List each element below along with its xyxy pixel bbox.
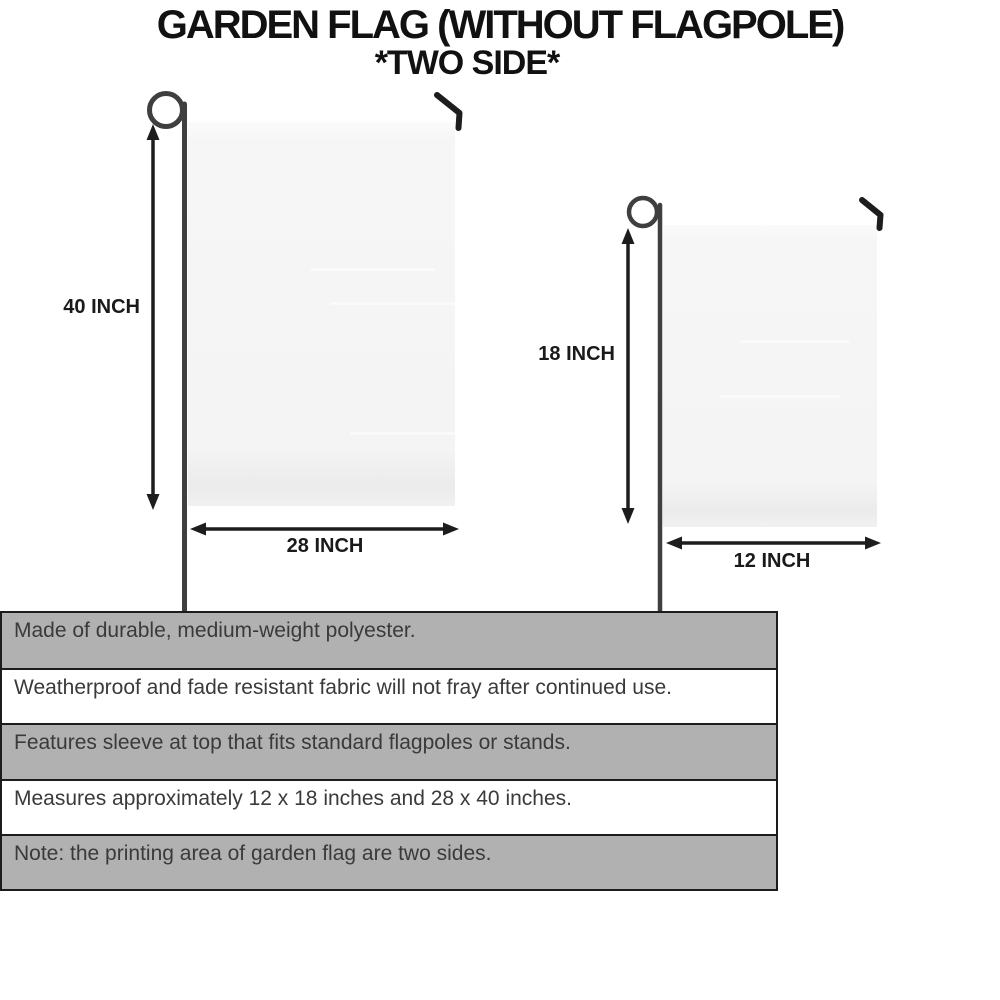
large-flag-height-arrow [147,124,160,510]
large-flag-width-arrow [190,523,459,536]
small-flagpole-hook-icon [862,200,881,228]
small-flag-width-label: 12 INCH [733,550,811,572]
feature-table [0,611,778,891]
feature-row: Note: the printing area of garden flag are two sides. [2,834,776,889]
small-flag-fabric [663,225,877,527]
large-flagpole-loop-icon [150,94,183,127]
small-flag-fold-line [720,395,840,398]
small-flag-width-arrow [666,537,881,550]
feature-row: Features sleeve at top that fits standard flagpoles or stands. [2,723,776,778]
large-flag-fold-line [310,268,435,271]
large-flag-assembly [147,94,511,612]
large-flag-height-label: 40 INCH [63,296,140,318]
large-flag-fold-line [350,432,510,435]
large-flag-fold-line [330,302,480,305]
title-line-2: *TWO SIDE* [374,44,560,82]
feature-row: Weatherproof and fade resistant fabric will not fray after continued use. [2,668,776,723]
feature-row: Made of durable, medium-weight polyester. [2,613,776,668]
small-flag-fold-line [740,340,850,343]
large-flag-fabric [188,122,455,506]
small-flag-height-arrow [622,228,635,524]
feature-row: Measures approximately 12 x 18 inches and 28 x 40 inches. [2,779,776,834]
small-flagpole-loop-icon [629,198,657,226]
title-line-1: GARDEN FLAG (WITHOUT FLAGPOLE) [156,3,844,47]
small-flag-height-label: 18 INCH [538,343,615,365]
large-flag-width-label: 28 INCH [286,535,364,557]
